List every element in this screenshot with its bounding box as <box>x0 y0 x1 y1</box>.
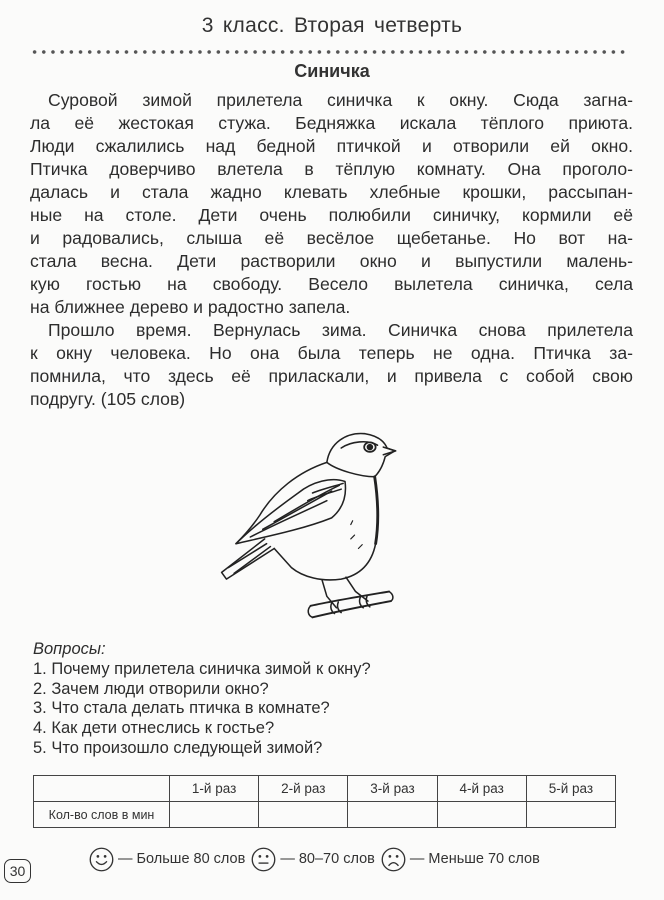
story-line: ные на столе. Дети очень полюбили синичку, кормили её <box>30 205 633 225</box>
story-line: Люди сжалились над бедной птичкой и отворили ей окно. <box>30 136 633 156</box>
question-item: 3. Что стала делать птичка в комнате? <box>33 699 330 718</box>
page-number: 30 <box>4 859 31 883</box>
table-cell[interactable] <box>348 802 437 828</box>
story-line: и радовались, слыша её весёлое щебетанье. Но вот на- <box>30 228 633 248</box>
story-line: Птичка доверчиво влетела в тёплую комнату. Она проголо- <box>30 159 633 179</box>
legend-item <box>88 846 245 873</box>
legend <box>88 845 545 873</box>
story-line: кую гостью на свободу. Весело вылетела синичка, села <box>30 274 633 294</box>
row-label: Кол-во слов в мин <box>34 802 170 828</box>
table-header-cell: 1-й раз <box>170 776 259 802</box>
legend-item <box>250 846 375 873</box>
story-line: на ближнее дерево и радостно запела. <box>30 297 351 317</box>
story-line: Суровой зимой прилетела синичка к окну. Сюда загна- <box>48 90 633 110</box>
legend-label: — Больше 80 слов <box>118 851 246 867</box>
questions-heading: Вопросы: <box>33 640 106 658</box>
table-header-row <box>34 776 616 802</box>
questions-section <box>33 640 453 759</box>
table-cell[interactable] <box>526 802 615 828</box>
story-line: Прошло время. Вернулась зима. Синичка снова прилетела <box>48 320 633 340</box>
smiley-neutral-icon <box>250 846 277 873</box>
legend-label: — 80–70 слов <box>280 851 375 867</box>
question-item: 5. Что произошло следующей зимой? <box>33 738 323 757</box>
legend-item <box>380 846 540 873</box>
story-line: стала весна. Дети растворили окно и выпустили малень- <box>30 251 633 271</box>
table-row <box>34 802 616 828</box>
smiley-happy-icon <box>88 846 115 873</box>
story-line: ла её жестокая стужа. Бедняжка искала тёплого приюта. <box>30 113 633 133</box>
story-text <box>30 89 633 411</box>
reading-speed-table <box>33 775 616 828</box>
table-header-cell: 2-й раз <box>259 776 348 802</box>
story-line: подругу. (105 слов) <box>30 389 186 409</box>
question-item: 1. Почему прилетела синичка зимой к окну? <box>33 659 371 678</box>
question-item: 4. Как дети отнеслись к гостье? <box>33 719 275 738</box>
table-cell[interactable] <box>259 802 348 828</box>
legend-label: — Меньше 70 слов <box>409 851 540 867</box>
section-header: 3 класс. Вторая четверть <box>201 14 463 37</box>
story-line: помнила, что здесь её приласкали, и привела с собой свою <box>30 366 633 386</box>
table-cell[interactable] <box>170 802 259 828</box>
question-item: 2. Зачем люди отворили окно? <box>33 679 269 698</box>
titmouse-illustration <box>205 405 420 625</box>
story-title: Синичка <box>294 61 370 81</box>
dotted-divider <box>30 49 630 55</box>
table-header-cell <box>34 776 170 802</box>
table-cell[interactable] <box>437 802 526 828</box>
story-line: далась и стала жадно клевать хлебные крошки, рассыпан- <box>30 182 633 202</box>
table-header-cell: 4-й раз <box>437 776 526 802</box>
table-header-cell: 3-й раз <box>348 776 437 802</box>
table-header-cell: 5-й раз <box>526 776 615 802</box>
story-line: к окну человека. Но она была теперь не одна. Птичка за- <box>30 343 633 363</box>
smiley-sad-icon <box>380 846 407 873</box>
